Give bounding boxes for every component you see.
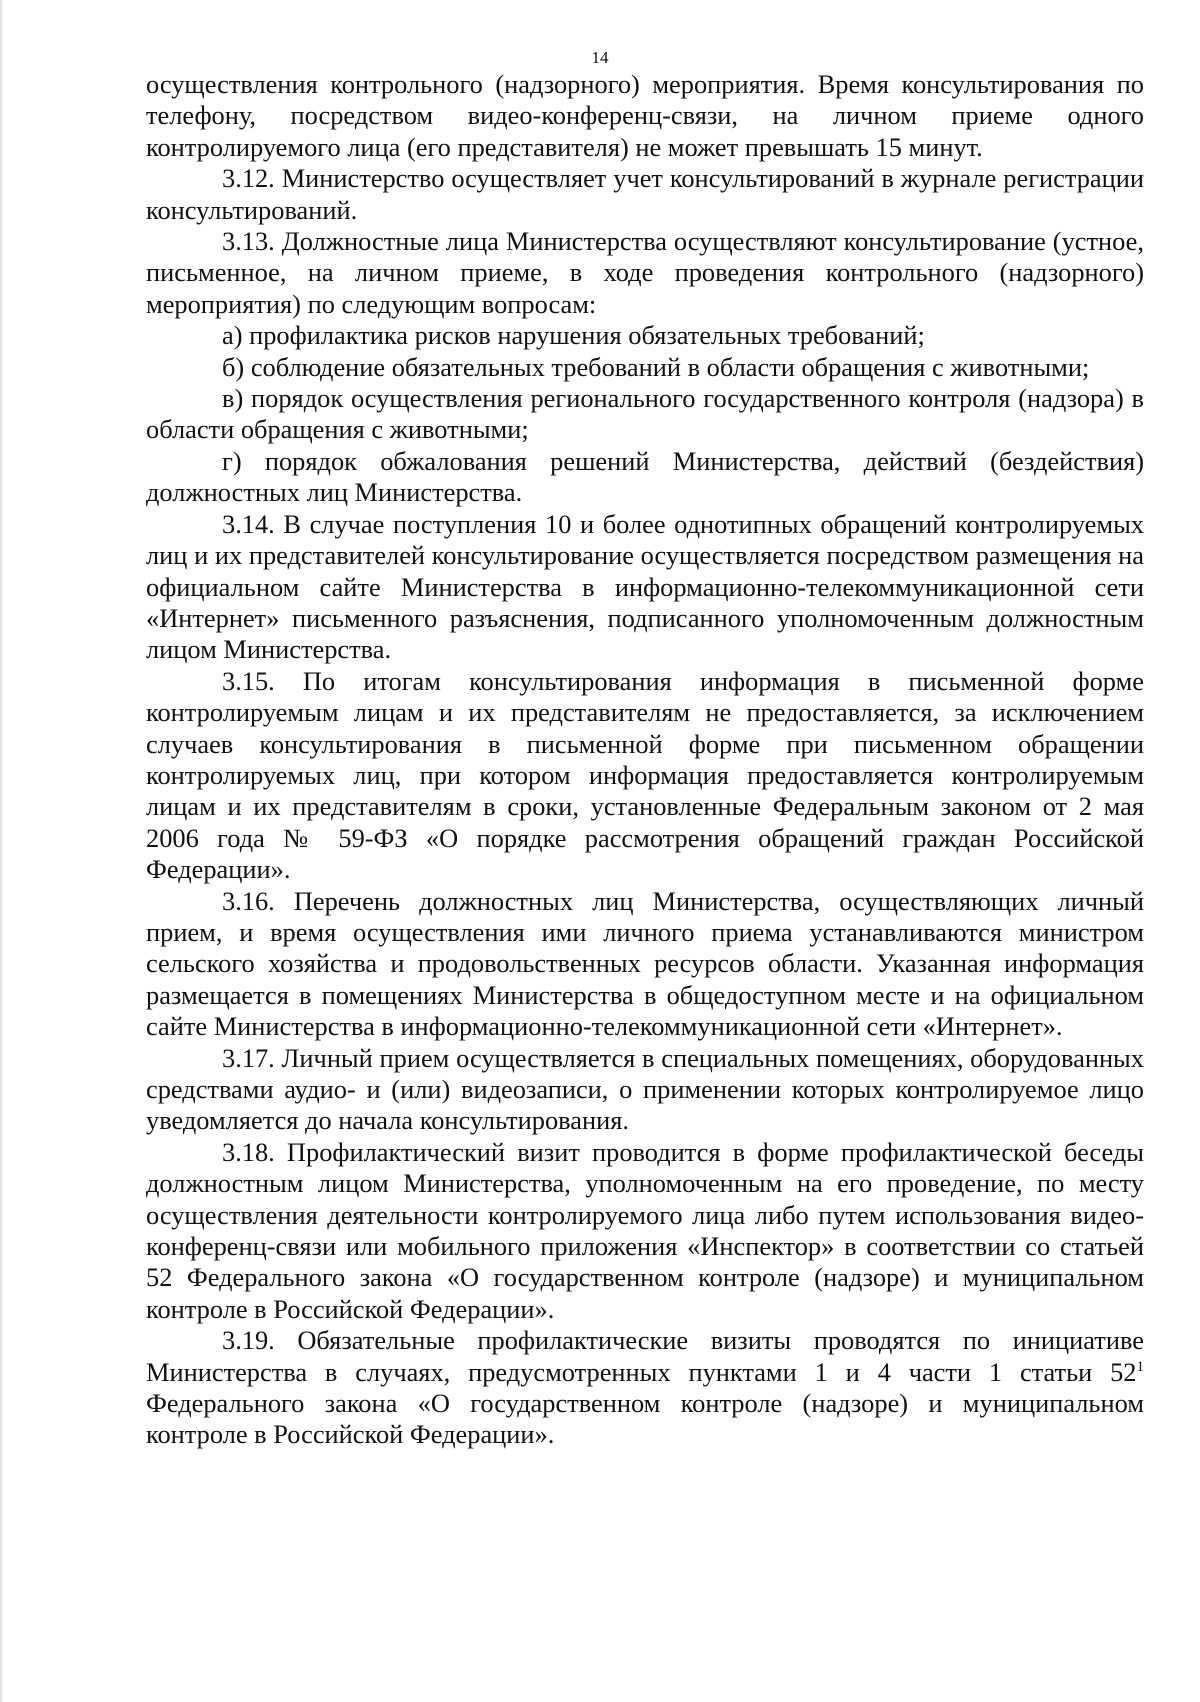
list-item-a: а) профилактика рисков нарушения обязательных требований; [222, 320, 925, 351]
list-item-v: в) порядок осуществления регионального государственного контроля (надзора) в области обращения с животными; [146, 383, 1144, 445]
superscript-mark: 1 [1136, 1358, 1144, 1375]
paragraph-3-13: 3.13. Должностные лица Министерства осуществляют консультирование (устное, письменное, на личном приеме, в ходе проведения контрольного (надзорного) мероприятия) по следующим вопросам: [146, 226, 1144, 319]
paragraph-continuation: осуществления контрольного (надзорного) мероприятия. Время консультирования по телефону, посредством видео-конференц-связи, на личном приеме одного контролируемого лица (его представителя) не может превышать 15 минут. [146, 69, 1144, 162]
paragraph-3-16: 3.16. Перечень должностных лиц Министерства, осуществляющих личный прием, и время осуществления ими личного приема устанавливаются министром сельского хозяйства и продовольственных ресурсов области. Указанная информация размещается в помещениях Министерства в общедоступном месте и на официальном сайте Министерства в информационно-телекоммуникационной сети «Интернет». [146, 885, 1144, 1042]
paragraph-3-15: 3.15. По итогам консультирования информация в письменной форме контролируемым лицам и их представителям не предоставляется, за исключением случаев консультирования в письменной форме при письменном обращении контролируемых лиц, при котором информация предоставляется контролируемым лицам и их представителям в сроки, установленные Федеральным законом от 2 мая 2006 года № 59-ФЗ «О порядке рассмотрения обращений граждан Российской Федерации». [146, 665, 1144, 885]
paragraph-3-17: 3.17. Личный прием осуществляется в специальных помещениях, оборудованных средствами аудио- и (или) видеозаписи, о применении которых контролируемое лицо уведомляется до начала консультирования. [146, 1042, 1144, 1136]
document-body [146, 69, 1144, 1451]
list-item-g: г) порядок обжалования решений Министерства, действий (бездействия) должностных лиц Министерства. [146, 445, 1144, 508]
paragraph-3-19-text: 3.19. Обязательные профилактические визиты проводятся по инициативе Министерства в случаях, предусмотренных пунктами 1 и 4 части 1 статьи 52 [146, 1325, 1144, 1387]
paragraph-3-12: 3.12. Министерство осуществляет учет консультирований в журнале регистрации консультирований. [146, 163, 1144, 225]
paragraph-3-14: 3.14. В случае поступления 10 и более однотипных обращений контролируемых лиц и их представителей консультирование осуществляется посредством размещения на официальном сайте Министерства в информационно-телекоммуникационной сети «Интернет» письменного разъяснения, подписанного уполномоченным должностным лицом Министерства. [146, 508, 1144, 665]
paragraph-3-19-text-end: Федерального закона «О государственном контроле (надзоре) и муниципальном контроле в Российской Федерации». [146, 1388, 1144, 1450]
page-number: 14 [591, 48, 609, 67]
scan-edge [0, 0, 3, 1702]
list-item-b: б) соблюдение обязательных требований в области обращения с животными; [222, 351, 1090, 382]
paragraph-3-19 [146, 1325, 1144, 1451]
paragraph-3-18: 3.18. Профилактический визит проводится в форме профилактической беседы должностным лицом Министерства, уполномоченным на его проведение, по месту осуществления деятельности контролируемого лица либо путем использования видео-конференц-связи или мобильного приложения «Инспектор» в соответствии со статьей 52 Федерального закона «О государственном контроле (надзоре) и муниципальном контроле в Российской Федерации». [146, 1136, 1144, 1324]
